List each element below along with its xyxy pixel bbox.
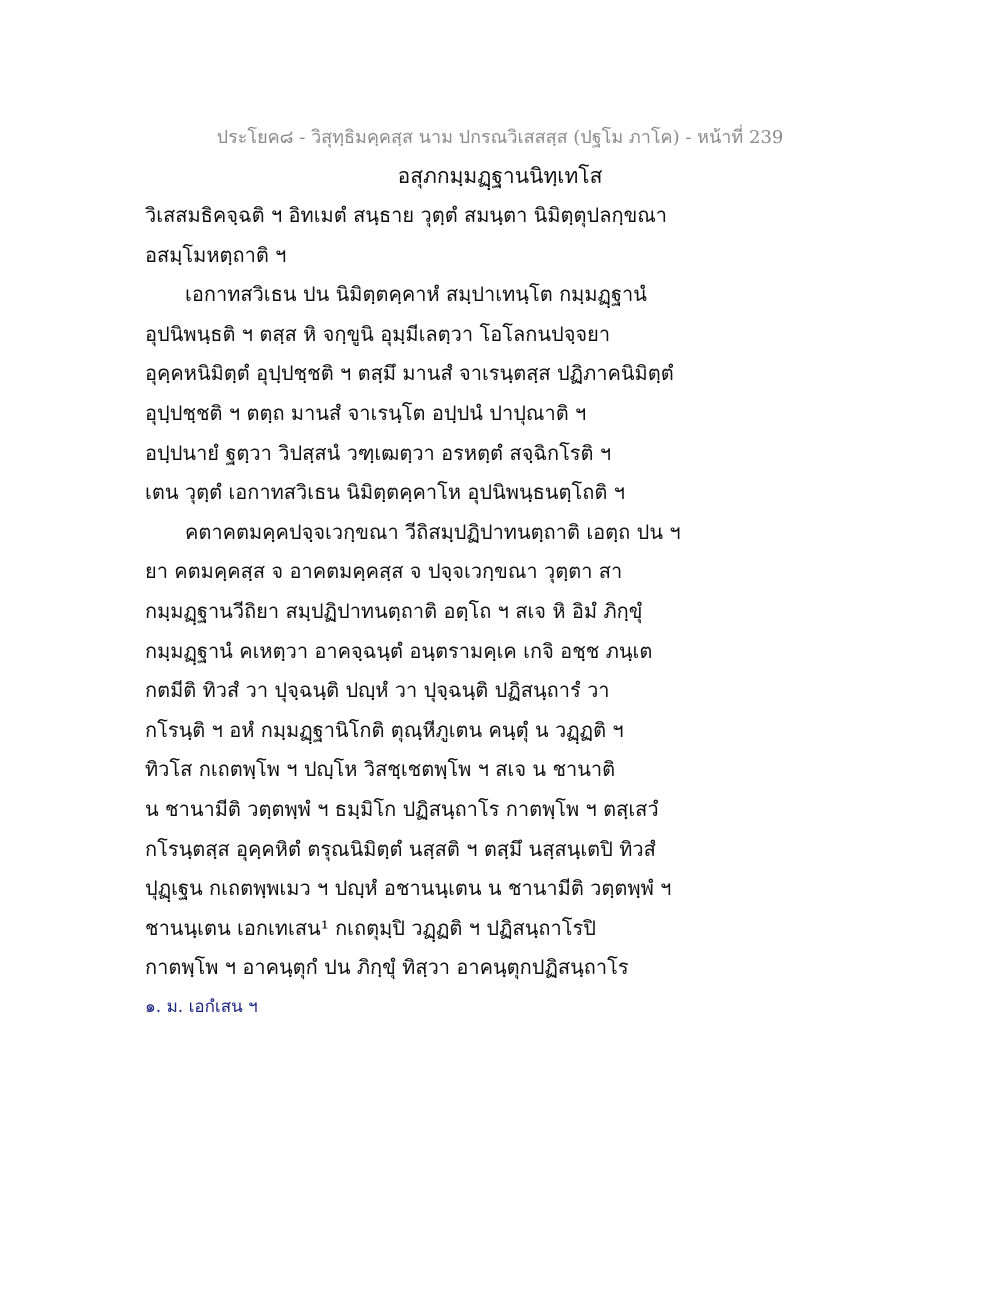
text-line: กาตพฺโพ ฯ อาคนฺตุกํ ปน ภิกฺขุํ ทิสฺวา อาคนฺตุกปฏิสนฺถาโร (145, 955, 629, 980)
text-line: กโรนฺตสฺส อุคฺคหิตํ ตรุณนิมิตฺตํ นสฺสติ ฯ ตสฺมึ นสฺสนฺเตปิ ทิวสํ (145, 836, 656, 861)
page-header: ประโยค๘ - วิสุทฺธิมคฺคสฺส นาม ปกรณวิเสสสฺส (ปฐโม ภาโค) - หน้าที่ 239 (216, 127, 784, 148)
text-line: เตน วุตฺตํ เอกาทสวิเธน นิมิตฺตคฺคาโห อุปนิพนฺธนตฺโถติ ฯ (145, 480, 625, 505)
text-line: น ชานามีติ วตฺตพฺพํ ฯ ธมฺมิโก ปฏิสนฺถาโร กาตพฺโพ ฯ ตสฺเสวํ (145, 796, 659, 821)
body-text (145, 196, 685, 988)
text-line: กมฺมฏฺฐานวีถิยา สมฺปฏิปาทนตฺถาติ อตฺโถ ฯ สเจ หิ อิมํ ภิกฺขุํ (145, 598, 643, 623)
section-title: อสุภกมฺมฏฺฐานนิทฺเทโส (397, 164, 603, 188)
text-line: อุปฺปชฺชติ ฯ ตตฺถ มานสํ จาเรนฺโต อปฺปนํ ปาปุณาติ ฯ (145, 400, 587, 425)
text-line: อุปนิพนฺธติ ฯ ตสฺส หิ จกฺขูนิ อุมฺมีเลตฺวา โอโลกนปจฺจยา (145, 321, 611, 346)
text-line: กมฺมฏฺฐานํ คเหตฺวา อาคจฺฉนฺตํ อนฺตรามคฺเค เกจิ อชฺช ภนฺเต (145, 638, 653, 663)
text-line: อสมฺโมหตฺถาติ ฯ (145, 242, 287, 267)
text-line: ยา คตมคฺคสฺส จ อาคตมคฺคสฺส จ ปจฺจเวกฺขณา วุตฺตา สา (145, 559, 623, 584)
paragraph-start-line: เอกาทสวิเธน ปน นิมิตฺตคฺคาหํ สมฺปาเทนฺโต กมฺมฏฺฐานํ (185, 282, 647, 307)
text-line: กโรนฺติ ฯ อหํ กมฺมฏฺฐานิโกติ ตุณฺหีภูเตน คนฺตุํ น วฏฺฏติ ฯ (145, 717, 624, 742)
text-line: อปฺปนายํ ฐตฺวา วิปสฺสนํ วฑฺเฒตฺวา อรหตฺตํ สจฺฉิกโรติ ฯ (145, 440, 612, 465)
text-line: วิเสสมธิคจฺฉติ ฯ อิทเมตํ สนฺธาย วุตฺตํ สมนฺตา นิมิตฺตุปลกฺขณา (145, 203, 668, 227)
text-line: ปุฏฺเฐน กเถตพฺพเมว ฯ ปญฺหํ อชานนฺเตน น ชานามีติ วตฺตพฺพํ ฯ (145, 876, 672, 901)
text-line: ทิวโส กเถตพฺโพ ฯ ปญฺโห วิสชฺเชตพฺโพ ฯ สเจ น ชานาติ (145, 757, 616, 782)
text-line: ชานนฺเตน เอกเทเสน¹ กเถตุมฺปิ วฏฺฏติ ฯ ปฏิสนฺถาโรปิ (145, 915, 596, 940)
text-line: กตมีติ ทิวสํ วา ปุจฺฉนฺติ ปญฺหํ วา ปุจฺฉนฺติ ปฏิสนฺถารํ วา (145, 678, 610, 703)
paragraph-start-line: คตาคตมคฺคปจฺจเวกฺขณา วีถิสมฺปฏิปาทนตฺถาติ เอตฺถ ปน ฯ (185, 519, 681, 544)
footnote: ๑. ม. เอกํเสน ฯ (145, 997, 258, 1017)
text-line: อุคฺคหนิมิตฺตํ อุปฺปชฺชติ ฯ ตสฺมึ มานสํ จาเรนฺตสฺส ปฏิภาคนิมิตฺตํ (145, 361, 674, 386)
